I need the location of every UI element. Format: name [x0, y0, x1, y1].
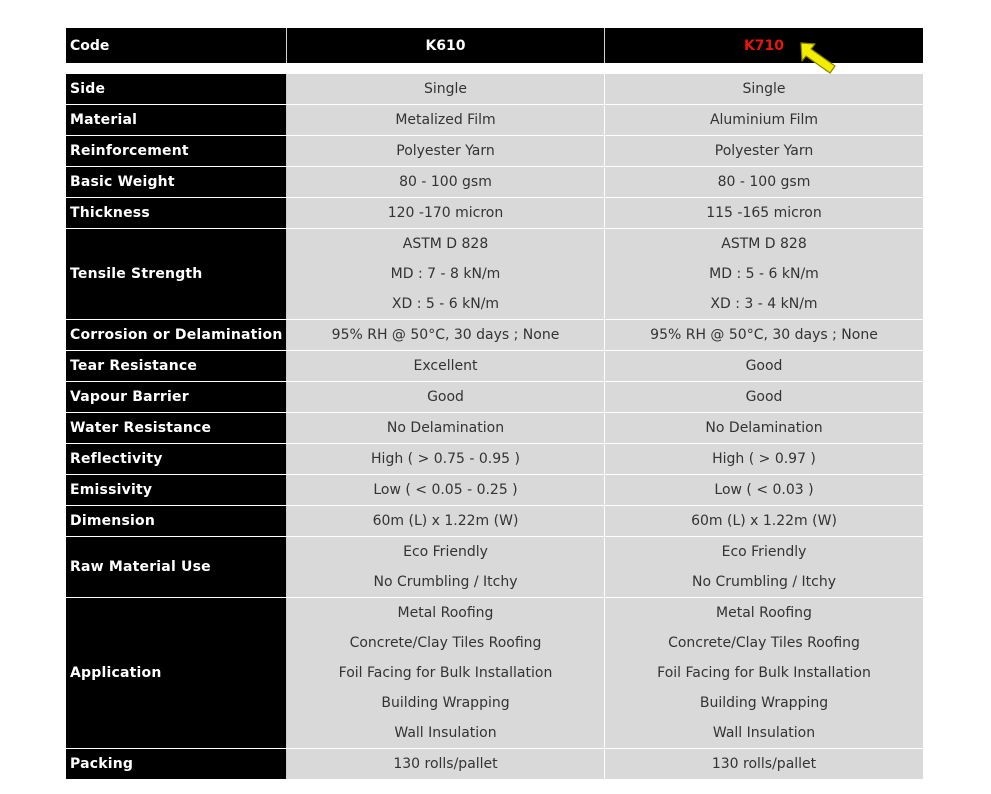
cell-k610	[287, 198, 605, 228]
cell-line: XD : 5 - 6 kN/m	[391, 296, 500, 312]
cell-k710	[605, 320, 923, 350]
cell-k610	[287, 351, 605, 381]
header-code-label: Code	[66, 28, 287, 63]
cell-line: XD : 3 - 4 kN/m	[710, 296, 818, 312]
cell-k610	[287, 537, 605, 597]
cell-k710	[605, 351, 923, 381]
cell-line: ASTM D 828	[402, 236, 489, 252]
row-label: Emissivity	[66, 475, 287, 505]
cell-line: 80 - 100 gsm	[717, 174, 811, 190]
cell-line: Single	[423, 81, 468, 97]
cell-k610	[287, 229, 605, 319]
row-label: Water Resistance	[66, 413, 287, 443]
cell-line: Wall Insulation	[712, 725, 816, 741]
table-row	[66, 228, 923, 319]
cell-k610	[287, 105, 605, 135]
cell-k610	[287, 167, 605, 197]
table-row	[66, 474, 923, 505]
cell-k610	[287, 444, 605, 474]
cell-line: Metal Roofing	[397, 605, 494, 621]
row-label: Side	[66, 74, 287, 104]
cell-k610	[287, 475, 605, 505]
cell-k710	[605, 598, 923, 748]
cell-line: Metalized Film	[395, 112, 496, 128]
row-label: Dimension	[66, 506, 287, 536]
cell-line: Good	[745, 358, 783, 374]
cell-line: Low ( < 0.05 - 0.25 )	[373, 482, 518, 498]
cell-line: Metal Roofing	[716, 605, 812, 621]
row-label: Tensile Strength	[66, 229, 287, 319]
cell-line: 80 - 100 gsm	[399, 174, 492, 190]
cell-k610	[287, 74, 605, 104]
cell-line: MD : 7 - 8 kN/m	[390, 266, 501, 282]
table-row	[66, 597, 923, 748]
row-label: Reinforcement	[66, 136, 287, 166]
table-row	[66, 135, 923, 166]
cell-line: 130 rolls/pallet	[393, 756, 498, 772]
row-label: Packing	[66, 749, 287, 779]
cell-line: 115 -165 micron	[706, 205, 822, 221]
cell-k710	[605, 537, 923, 597]
cell-line: 95% RH @ 50°C, 30 days ; None	[331, 327, 560, 343]
header-k710: K710	[743, 37, 785, 54]
cell-k610	[287, 413, 605, 443]
cell-k610	[287, 382, 605, 412]
cell-line: No Crumbling / Itchy	[691, 574, 837, 590]
row-label: Corrosion or Delamination	[66, 320, 287, 350]
cell-line: Aluminium Film	[709, 112, 819, 128]
cell-k710	[605, 229, 923, 319]
cell-k710	[605, 382, 923, 412]
spec-table	[66, 28, 923, 779]
table-row	[66, 350, 923, 381]
table-header	[66, 28, 923, 63]
table-row	[66, 536, 923, 597]
table-row	[66, 443, 923, 474]
cell-line: Foil Facing for Bulk Installation	[338, 665, 553, 681]
table-row	[66, 319, 923, 350]
row-label: Application	[66, 598, 287, 748]
cell-line: Concrete/Clay Tiles Roofing	[349, 635, 542, 651]
table-body	[66, 73, 923, 779]
cell-line: Good	[427, 389, 464, 405]
table-row	[66, 412, 923, 443]
cell-k710	[605, 749, 923, 779]
cell-k610	[287, 749, 605, 779]
cell-line: Eco Friendly	[721, 544, 807, 560]
cell-line: Polyester Yarn	[714, 143, 814, 159]
arrow-icon	[798, 40, 838, 76]
cell-line: Excellent	[413, 358, 478, 374]
cell-line: Wall Insulation	[394, 725, 497, 741]
table-row	[66, 748, 923, 779]
row-label: Vapour Barrier	[66, 382, 287, 412]
cell-line: No Crumbling / Itchy	[373, 574, 518, 590]
cell-line: 130 rolls/pallet	[711, 756, 817, 772]
cell-line: Polyester Yarn	[396, 143, 495, 159]
cell-line: High ( > 0.75 - 0.95 )	[371, 451, 520, 467]
cell-k710	[605, 167, 923, 197]
cell-k610	[287, 506, 605, 536]
cell-line: Foil Facing for Bulk Installation	[657, 665, 871, 681]
cell-k610	[287, 136, 605, 166]
cell-line: Good	[745, 389, 783, 405]
cell-line: No Delamination	[386, 420, 505, 436]
cell-line: 60m (L) x 1.22m (W)	[691, 513, 837, 529]
cell-k710	[605, 74, 923, 104]
cell-line: ASTM D 828	[721, 236, 807, 252]
header-gap	[66, 63, 923, 73]
cell-line: Building Wrapping	[381, 695, 510, 711]
row-label: Basic Weight	[66, 167, 287, 197]
cell-k710	[605, 105, 923, 135]
cell-k710	[605, 198, 923, 228]
cell-line: 120 -170 micron	[387, 205, 504, 221]
table-row	[66, 104, 923, 135]
table-row	[66, 166, 923, 197]
cell-line: No Delamination	[705, 420, 823, 436]
table-row	[66, 505, 923, 536]
cell-line: Single	[742, 81, 786, 97]
cell-k610	[287, 320, 605, 350]
cell-line: 95% RH @ 50°C, 30 days ; None	[650, 327, 878, 343]
cell-line: Eco Friendly	[403, 544, 488, 560]
row-label: Tear Resistance	[66, 351, 287, 381]
table-row	[66, 381, 923, 412]
row-label: Thickness	[66, 198, 287, 228]
cell-k710	[605, 506, 923, 536]
row-label: Material	[66, 105, 287, 135]
table-row	[66, 197, 923, 228]
row-label: Raw Material Use	[66, 537, 287, 597]
cell-k710	[605, 444, 923, 474]
cell-k710	[605, 475, 923, 505]
cell-line: Low ( < 0.03 )	[714, 482, 814, 498]
cell-k710	[605, 136, 923, 166]
cell-line: Concrete/Clay Tiles Roofing	[668, 635, 860, 651]
row-label: Reflectivity	[66, 444, 287, 474]
table-row	[66, 73, 923, 104]
header-k610: K610	[287, 28, 605, 63]
cell-line: MD : 5 - 6 kN/m	[709, 266, 819, 282]
cell-line: 60m (L) x 1.22m (W)	[372, 513, 519, 529]
cell-line: High ( > 0.97 )	[712, 451, 816, 467]
cell-k710	[605, 413, 923, 443]
cell-line: Building Wrapping	[699, 695, 829, 711]
cell-k610	[287, 598, 605, 748]
